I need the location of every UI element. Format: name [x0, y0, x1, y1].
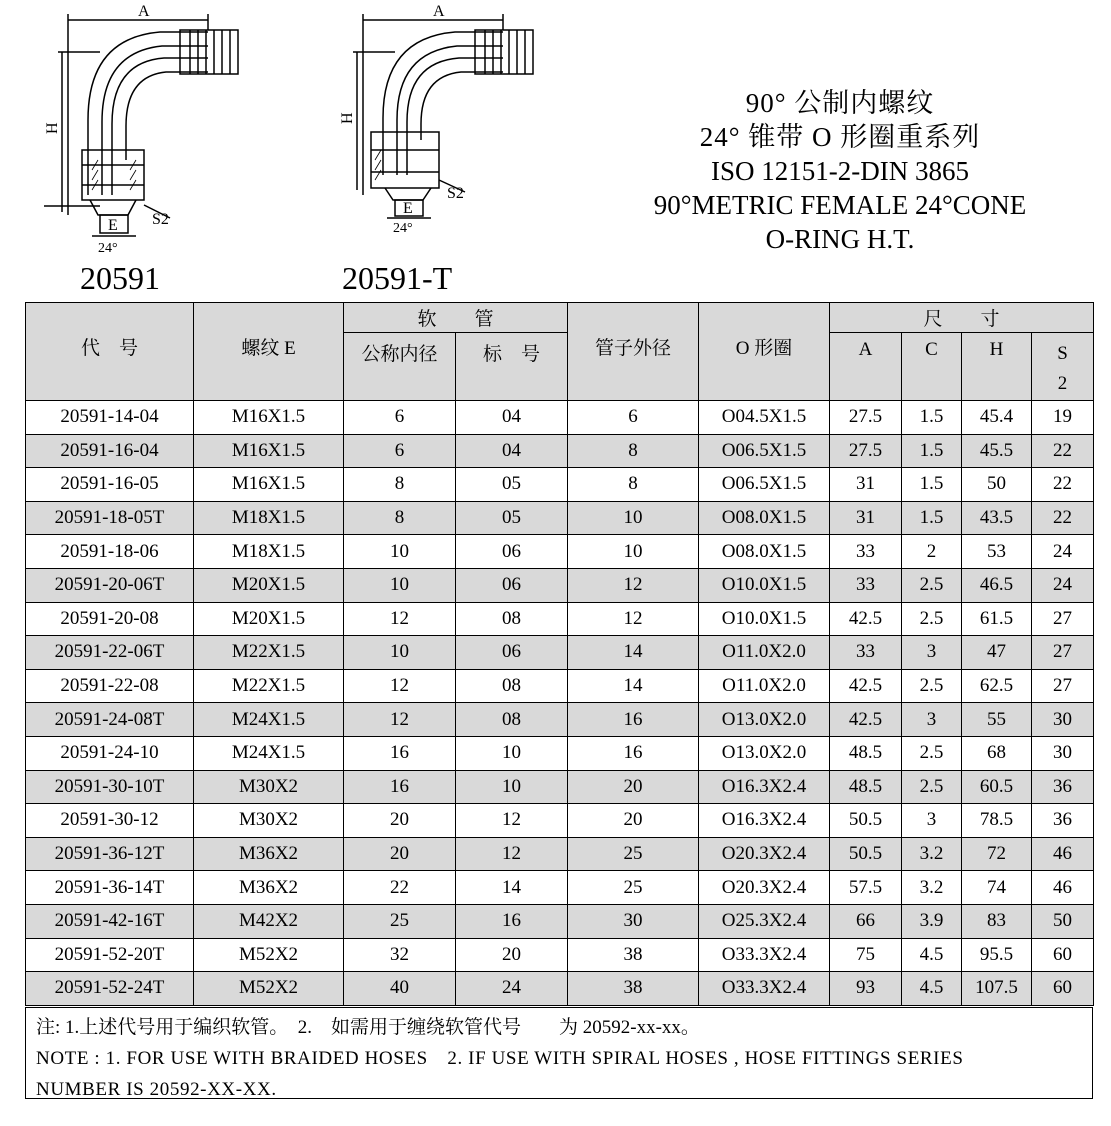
cell-dim-c: 2	[902, 535, 962, 569]
cell-dim-c: 1.5	[902, 401, 962, 435]
cell-hose-mark: 04	[456, 434, 568, 468]
cell-oring: O10.0X1.5	[699, 602, 830, 636]
table-row	[26, 401, 1094, 435]
cell-oring: O16.3X2.4	[699, 770, 830, 804]
cell-tube-od: 16	[568, 703, 699, 737]
cell-code: 20591-20-06T	[26, 568, 194, 602]
note-cn: 注: 1.上述代号用于编织软管。 2. 如需用于缠绕软管代号 为 20592-xx-xx。	[36, 1017, 700, 1038]
elbow-fitting-diagram	[40, 0, 240, 262]
cell-dim-c: 4.5	[902, 938, 962, 972]
cell-dim-s2: 46	[1032, 837, 1094, 871]
cell-tube-od: 25	[568, 837, 699, 871]
cell-hose-nominal: 8	[344, 501, 456, 535]
header-code: 代 号	[26, 303, 194, 401]
cell-tube-od: 8	[568, 434, 699, 468]
cell-dim-s2: 22	[1032, 501, 1094, 535]
cell-code: 20591-18-06	[26, 535, 194, 569]
title-en-line2: 90°METRIC FEMALE 24°CONE	[653, 190, 1027, 220]
cell-tube-od: 38	[568, 938, 699, 972]
cell-dim-h: 61.5	[962, 602, 1032, 636]
cell-dim-a: 42.5	[830, 602, 902, 636]
table-row	[26, 703, 1094, 737]
cell-oring: O20.3X2.4	[699, 871, 830, 905]
cell-dim-c: 3	[902, 636, 962, 670]
cell-oring: O25.3X2.4	[699, 904, 830, 938]
cell-dim-h: 95.5	[962, 938, 1032, 972]
cell-hose-nominal: 12	[344, 602, 456, 636]
cell-dim-a: 93	[830, 972, 902, 1006]
table-row	[26, 938, 1094, 972]
cell-dim-h: 55	[962, 703, 1032, 737]
table-row	[26, 972, 1094, 1006]
cell-thread: M20X1.5	[194, 602, 344, 636]
cell-code: 20591-20-08	[26, 602, 194, 636]
cell-oring: O08.0X1.5	[699, 535, 830, 569]
cell-thread: M20X1.5	[194, 568, 344, 602]
cell-oring: O33.3X2.4	[699, 938, 830, 972]
cell-dim-s2: 27	[1032, 602, 1094, 636]
cell-tube-od: 10	[568, 501, 699, 535]
cell-dim-a: 48.5	[830, 770, 902, 804]
cell-hose-nominal: 10	[344, 636, 456, 670]
cell-tube-od: 20	[568, 804, 699, 838]
cell-dim-a: 33	[830, 568, 902, 602]
cell-dim-s2: 30	[1032, 703, 1094, 737]
cell-dim-s2: 24	[1032, 535, 1094, 569]
cell-dim-s2: 60	[1032, 972, 1094, 1006]
cell-code: 20591-24-10	[26, 736, 194, 770]
cell-dim-h: 78.5	[962, 804, 1032, 838]
header-thread: 螺纹 E	[194, 303, 344, 401]
table-row	[26, 804, 1094, 838]
table-row	[26, 837, 1094, 871]
cell-dim-a: 75	[830, 938, 902, 972]
cell-thread: M52X2	[194, 972, 344, 1006]
cell-tube-od: 14	[568, 636, 699, 670]
dim-h-label-t: H	[339, 112, 356, 124]
cell-hose-mark: 10	[456, 736, 568, 770]
cell-oring: O08.0X1.5	[699, 501, 830, 535]
cell-hose-nominal: 20	[344, 837, 456, 871]
cell-dim-a: 57.5	[830, 871, 902, 905]
table-row	[26, 871, 1094, 905]
cell-thread: M18X1.5	[194, 535, 344, 569]
cell-tube-od: 6	[568, 401, 699, 435]
cell-thread: M22X1.5	[194, 669, 344, 703]
cell-dim-h: 45.4	[962, 401, 1032, 435]
elbow-fitting-diagram-t	[335, 0, 535, 240]
cell-code: 20591-16-05	[26, 468, 194, 502]
title-en-line1: ISO 12151-2-DIN 3865	[711, 156, 969, 186]
cell-dim-h: 47	[962, 636, 1032, 670]
cell-oring: O11.0X2.0	[699, 669, 830, 703]
cell-dim-s2: 27	[1032, 636, 1094, 670]
header-s2-bottom: 2	[1057, 373, 1068, 394]
cell-hose-mark: 14	[456, 871, 568, 905]
cell-oring: O04.5X1.5	[699, 401, 830, 435]
cell-tube-od: 38	[568, 972, 699, 1006]
cell-oring: O20.3X2.4	[699, 837, 830, 871]
cell-dim-s2: 50	[1032, 904, 1094, 938]
cell-oring: O13.0X2.0	[699, 736, 830, 770]
cell-thread: M42X2	[194, 904, 344, 938]
table-row	[26, 669, 1094, 703]
cell-hose-mark: 16	[456, 904, 568, 938]
cell-hose-nominal: 6	[344, 434, 456, 468]
cell-dim-a: 42.5	[830, 669, 902, 703]
cell-dim-a: 27.5	[830, 434, 902, 468]
product-title	[620, 86, 1060, 256]
cell-oring: O11.0X2.0	[699, 636, 830, 670]
title-en-line3: O-RING H.T.	[765, 224, 915, 254]
cell-dim-c: 1.5	[902, 468, 962, 502]
cone-angle-label-t: 24°	[393, 221, 413, 236]
cell-dim-s2: 30	[1032, 736, 1094, 770]
cell-code: 20591-18-05T	[26, 501, 194, 535]
cell-dim-s2: 22	[1032, 434, 1094, 468]
header-h: H	[962, 333, 1032, 401]
table-row	[26, 770, 1094, 804]
table-row	[26, 468, 1094, 502]
cell-dim-c: 3.2	[902, 837, 962, 871]
cell-dim-h: 50	[962, 468, 1032, 502]
table-row	[26, 434, 1094, 468]
cell-hose-mark: 12	[456, 804, 568, 838]
cell-tube-od: 16	[568, 736, 699, 770]
dim-h-label: H	[44, 122, 61, 134]
cell-code: 20591-52-20T	[26, 938, 194, 972]
header-size: 尺 寸	[830, 303, 1094, 333]
cell-dim-h: 45.5	[962, 434, 1032, 468]
fitting-drawing-20591	[40, 0, 240, 262]
cell-hose-nominal: 22	[344, 871, 456, 905]
cell-code: 20591-42-16T	[26, 904, 194, 938]
cell-tube-od: 20	[568, 770, 699, 804]
dim-a-label: A	[138, 3, 150, 20]
cell-hose-nominal: 40	[344, 972, 456, 1006]
cell-hose-mark: 24	[456, 972, 568, 1006]
cell-code: 20591-22-06T	[26, 636, 194, 670]
table-row	[26, 736, 1094, 770]
note-en-line2: NUMBER IS 20592-XX-XX.	[36, 1079, 277, 1100]
cell-hose-mark: 06	[456, 568, 568, 602]
table-row	[26, 535, 1094, 569]
table-row	[26, 568, 1094, 602]
cell-oring: O10.0X1.5	[699, 568, 830, 602]
cell-dim-h: 107.5	[962, 972, 1032, 1006]
cell-dim-a: 48.5	[830, 736, 902, 770]
dim-e-label: E	[108, 217, 118, 234]
cell-hose-nominal: 6	[344, 401, 456, 435]
header-tube-od: 管子外径	[568, 303, 699, 401]
cell-code: 20591-36-14T	[26, 871, 194, 905]
cell-tube-od: 12	[568, 602, 699, 636]
dim-a-label-t: A	[433, 3, 445, 20]
notes-box	[25, 1007, 1093, 1099]
table-row	[26, 501, 1094, 535]
cell-hose-nominal: 12	[344, 703, 456, 737]
cell-tube-od: 10	[568, 535, 699, 569]
cell-dim-c: 2.5	[902, 602, 962, 636]
cell-dim-a: 33	[830, 535, 902, 569]
cell-code: 20591-24-08T	[26, 703, 194, 737]
model-number-20591-t: 20591-T	[342, 260, 453, 296]
cell-dim-h: 83	[962, 904, 1032, 938]
cell-hose-mark: 08	[456, 703, 568, 737]
header-hose: 软 管	[344, 303, 568, 333]
cell-dim-s2: 36	[1032, 804, 1094, 838]
cell-code: 20591-14-04	[26, 401, 194, 435]
cell-thread: M24X1.5	[194, 736, 344, 770]
cell-thread: M16X1.5	[194, 434, 344, 468]
cell-dim-h: 60.5	[962, 770, 1032, 804]
cell-dim-s2: 46	[1032, 871, 1094, 905]
cell-code: 20591-22-08	[26, 669, 194, 703]
cone-angle-label: 24°	[98, 241, 118, 256]
cell-hose-nominal: 10	[344, 535, 456, 569]
note-en-line1: NOTE : 1. FOR USE WITH BRAIDED HOSES 2. IF USE WITH SPIRAL HOSES , HOSE FITTINGS SERIES	[36, 1048, 964, 1069]
cell-hose-nominal: 16	[344, 770, 456, 804]
cell-hose-nominal: 32	[344, 938, 456, 972]
cell-hose-nominal: 12	[344, 669, 456, 703]
cell-dim-s2: 19	[1032, 401, 1094, 435]
cell-oring: O33.3X2.4	[699, 972, 830, 1006]
cell-hose-mark: 05	[456, 501, 568, 535]
cell-dim-a: 31	[830, 501, 902, 535]
cell-thread: M36X2	[194, 837, 344, 871]
cell-thread: M18X1.5	[194, 501, 344, 535]
dim-s2-label: S2	[152, 211, 169, 228]
cell-hose-nominal: 8	[344, 468, 456, 502]
cell-dim-c: 3.9	[902, 904, 962, 938]
cell-code: 20591-16-04	[26, 434, 194, 468]
cell-thread: M30X2	[194, 770, 344, 804]
cell-thread: M16X1.5	[194, 401, 344, 435]
title-cn-line1: 90° 公制内螺纹	[745, 88, 935, 118]
cell-dim-s2: 60	[1032, 938, 1094, 972]
cell-tube-od: 8	[568, 468, 699, 502]
model-number-20591: 20591	[80, 260, 160, 296]
cell-dim-c: 3.2	[902, 871, 962, 905]
cell-dim-c: 2.5	[902, 736, 962, 770]
cell-hose-mark: 06	[456, 535, 568, 569]
header-hose-nominal: 公称内径	[344, 333, 456, 401]
header-c: C	[902, 333, 962, 401]
cell-dim-h: 43.5	[962, 501, 1032, 535]
cell-tube-od: 14	[568, 669, 699, 703]
cell-tube-od: 12	[568, 568, 699, 602]
cell-oring: O13.0X2.0	[699, 703, 830, 737]
spec-table	[25, 302, 1094, 1006]
cell-dim-s2: 27	[1032, 669, 1094, 703]
cell-dim-a: 50.5	[830, 837, 902, 871]
cell-code: 20591-30-12	[26, 804, 194, 838]
cell-hose-mark: 05	[456, 468, 568, 502]
cell-dim-s2: 24	[1032, 568, 1094, 602]
cell-dim-h: 74	[962, 871, 1032, 905]
dim-e-label-t: E	[403, 200, 413, 217]
cell-oring: O16.3X2.4	[699, 804, 830, 838]
cell-dim-a: 27.5	[830, 401, 902, 435]
cell-dim-h: 53	[962, 535, 1032, 569]
header-a: A	[830, 333, 902, 401]
table-row	[26, 602, 1094, 636]
cell-dim-c: 2.5	[902, 770, 962, 804]
cell-dim-c: 3	[902, 804, 962, 838]
title-cn-line2: 24° 锥带 O 形圈重系列	[699, 122, 981, 152]
cell-hose-nominal: 20	[344, 804, 456, 838]
cell-hose-mark: 08	[456, 669, 568, 703]
cell-thread: M52X2	[194, 938, 344, 972]
cell-hose-mark: 10	[456, 770, 568, 804]
cell-tube-od: 30	[568, 904, 699, 938]
cell-hose-nominal: 16	[344, 736, 456, 770]
cell-dim-a: 42.5	[830, 703, 902, 737]
cell-dim-c: 2.5	[902, 568, 962, 602]
cell-dim-a: 66	[830, 904, 902, 938]
cell-hose-nominal: 10	[344, 568, 456, 602]
header-s2	[1032, 333, 1094, 401]
cell-dim-a: 50.5	[830, 804, 902, 838]
cell-thread: M24X1.5	[194, 703, 344, 737]
cell-dim-c: 4.5	[902, 972, 962, 1006]
cell-hose-mark: 04	[456, 401, 568, 435]
cell-dim-s2: 22	[1032, 468, 1094, 502]
cell-dim-c: 2.5	[902, 669, 962, 703]
cell-thread: M30X2	[194, 804, 344, 838]
cell-dim-h: 68	[962, 736, 1032, 770]
cell-dim-a: 31	[830, 468, 902, 502]
cell-thread: M16X1.5	[194, 468, 344, 502]
cell-dim-c: 3	[902, 703, 962, 737]
table-row	[26, 636, 1094, 670]
cell-hose-mark: 12	[456, 837, 568, 871]
cell-hose-mark: 08	[456, 602, 568, 636]
cell-dim-a: 33	[830, 636, 902, 670]
header-oring: O 形圈	[699, 303, 830, 401]
cell-hose-mark: 20	[456, 938, 568, 972]
cell-hose-nominal: 25	[344, 904, 456, 938]
cell-thread: M22X1.5	[194, 636, 344, 670]
cell-code: 20591-30-10T	[26, 770, 194, 804]
cell-code: 20591-36-12T	[26, 837, 194, 871]
cell-dim-h: 72	[962, 837, 1032, 871]
cell-code: 20591-52-24T	[26, 972, 194, 1006]
cell-thread: M36X2	[194, 871, 344, 905]
cell-oring: O06.5X1.5	[699, 468, 830, 502]
cell-dim-h: 62.5	[962, 669, 1032, 703]
cell-tube-od: 25	[568, 871, 699, 905]
header-hose-mark: 标 号	[456, 333, 568, 401]
dim-s2-label-t: S2	[447, 185, 464, 202]
cell-oring: O06.5X1.5	[699, 434, 830, 468]
table-row	[26, 904, 1094, 938]
cell-hose-mark: 06	[456, 636, 568, 670]
cell-dim-s2: 36	[1032, 770, 1094, 804]
cell-dim-c: 1.5	[902, 434, 962, 468]
fitting-drawing-20591-t	[335, 0, 535, 240]
cell-dim-h: 46.5	[962, 568, 1032, 602]
header-s2-top: S	[1057, 343, 1068, 364]
cell-dim-c: 1.5	[902, 501, 962, 535]
